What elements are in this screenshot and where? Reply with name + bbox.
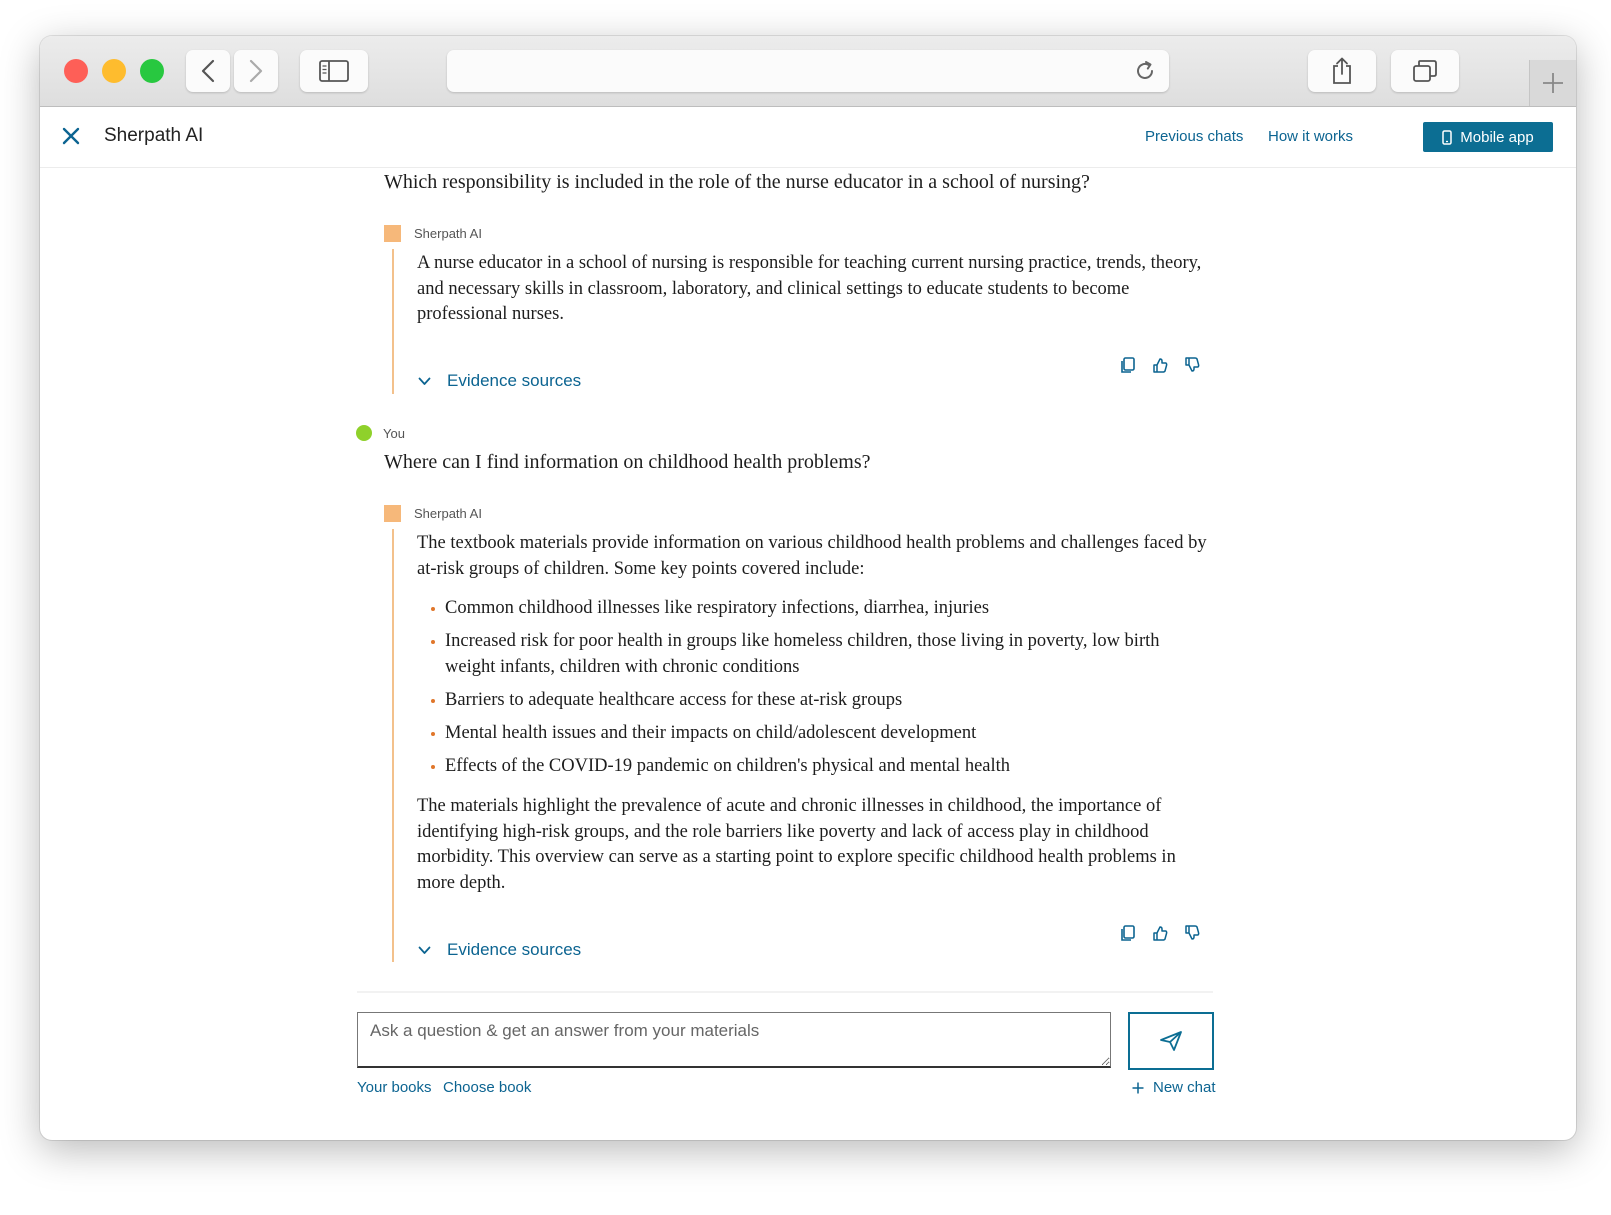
new-tab-button[interactable]	[1529, 60, 1576, 106]
sidebar-icon	[319, 60, 349, 82]
new-chat-button[interactable]	[1132, 1079, 1216, 1096]
evidence-sources-label: Evidence sources	[447, 940, 582, 959]
tabs-icon	[1412, 59, 1438, 83]
list-item: Effects of the COVID-19 pandemic on children's physical and mental health	[431, 754, 1207, 780]
address-bar[interactable]	[447, 50, 1169, 92]
reload-icon[interactable]	[1133, 59, 1157, 83]
chevron-down-icon	[418, 946, 431, 955]
send-icon	[1159, 1030, 1183, 1052]
back-arrow-icon	[201, 59, 215, 83]
ai-author-name: Sherpath AI	[414, 506, 482, 521]
thumbs-up-icon[interactable]	[1151, 356, 1169, 374]
minimize-window-button[interactable]	[102, 59, 126, 83]
ai-author-name: Sherpath AI	[414, 226, 482, 241]
ai-author-row	[384, 225, 482, 242]
ai-avatar-marker	[384, 225, 401, 242]
close-icon[interactable]	[62, 127, 80, 145]
how-it-works-link[interactable]: How it works	[1268, 128, 1354, 145]
evidence-sources-toggle[interactable]	[418, 940, 581, 960]
ai-answer-text	[417, 251, 1207, 328]
choose-book-link[interactable]: Choose book	[443, 1079, 532, 1096]
previous-chats-link[interactable]: Previous chats	[1145, 128, 1244, 145]
composer-divider	[357, 991, 1213, 993]
share-icon	[1330, 57, 1354, 85]
copy-icon[interactable]	[1119, 924, 1137, 942]
forward-arrow-icon	[249, 59, 263, 83]
browser-toolbar	[40, 36, 1576, 107]
sidebar-toggle-button[interactable]	[300, 50, 368, 92]
back-button[interactable]	[186, 50, 230, 92]
app-header	[40, 107, 1576, 168]
answer-actions	[1119, 924, 1201, 942]
plus-icon	[1542, 72, 1564, 94]
answer-actions	[1119, 356, 1201, 374]
mobile-app-button[interactable]	[1423, 122, 1553, 152]
answer-bullet-list	[417, 596, 1207, 779]
ai-author-row	[384, 505, 482, 522]
chevron-down-icon	[418, 377, 431, 386]
tabs-overview-button[interactable]	[1391, 50, 1459, 92]
ai-answer-bar	[392, 529, 394, 962]
copy-icon[interactable]	[1119, 356, 1137, 374]
user-author-row	[356, 425, 405, 441]
your-books-link[interactable]: Your books	[357, 1079, 432, 1096]
thumbs-down-icon[interactable]	[1183, 924, 1201, 942]
evidence-sources-toggle[interactable]	[418, 371, 581, 391]
thumbs-down-icon[interactable]	[1183, 356, 1201, 374]
forward-button[interactable]	[234, 50, 278, 92]
close-window-button[interactable]	[64, 59, 88, 83]
thumbs-up-icon[interactable]	[1151, 924, 1169, 942]
list-item: Mental health issues and their impacts on child/adolescent development	[431, 721, 1207, 747]
user-question-text: Which responsibility is included in the role of the nurse educator in a school of nursing?	[384, 171, 1090, 193]
app-title: Sherpath AI	[104, 125, 204, 146]
send-button[interactable]	[1128, 1012, 1214, 1070]
list-item: Barriers to adequate healthcare access for these at-risk groups	[431, 688, 1207, 714]
browser-window	[40, 36, 1576, 1140]
ai-avatar-marker	[384, 505, 401, 522]
new-chat-label: New chat	[1153, 1079, 1216, 1096]
answer-conclusion: The materials highlight the prevalence of acute and chronic illnesses in childhood, the importance of identifying high-risk groups, and the role barriers like poverty and lack of access play in childhood morbidity. This overview can serve as a starting point to explore specific childhood health problems in more depth.	[417, 796, 1176, 893]
answer-intro: The textbook materials provide information on various childhood health problems and challenges faced by at-risk groups of children. Some key points covered include:	[417, 533, 1207, 579]
ai-answer-bar	[392, 249, 394, 394]
phone-icon	[1442, 130, 1452, 145]
evidence-sources-label: Evidence sources	[447, 371, 582, 390]
user-avatar-marker	[356, 425, 372, 441]
ai-answer-text	[417, 531, 1207, 896]
list-item: Increased risk for poor health in groups like homeless children, those living in poverty, low birth weight infants, children with chronic conditions	[431, 629, 1207, 680]
question-input[interactable]	[357, 1012, 1111, 1068]
answer-paragraph: A nurse educator in a school of nursing is responsible for teaching current nursing practice, trends, theory, and necessary skills in classroom, laboratory, and clinical settings to educate students to become professional nurses.	[417, 253, 1202, 324]
list-item: Common childhood illnesses like respiratory infections, diarrhea, injuries	[431, 596, 1207, 622]
user-question-text: Where can I find information on childhood health problems?	[384, 451, 871, 473]
plus-icon	[1132, 1082, 1144, 1094]
zoom-window-button[interactable]	[140, 59, 164, 83]
mobile-app-label: Mobile app	[1460, 128, 1534, 146]
share-button[interactable]	[1308, 50, 1376, 92]
user-author-name: You	[383, 425, 405, 441]
